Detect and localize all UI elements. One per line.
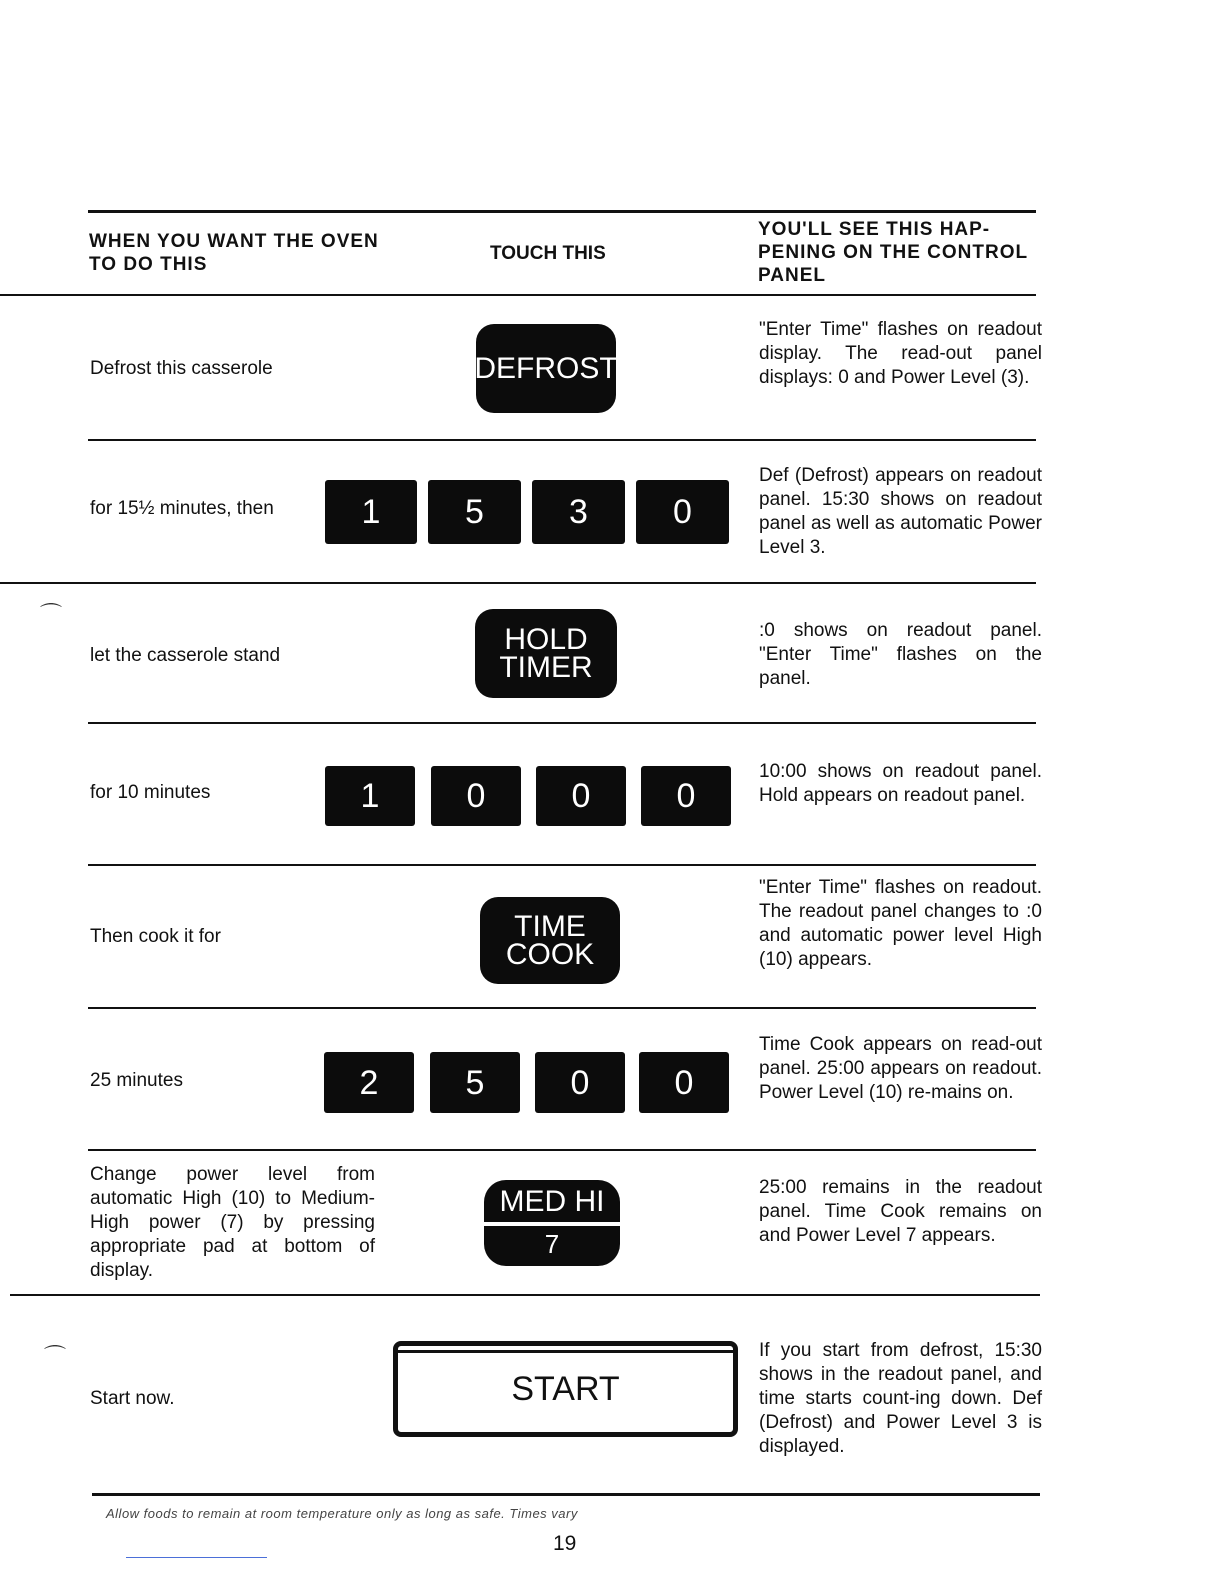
- page-number: 19: [553, 1532, 577, 1555]
- row2-action: for 15½ minutes, then: [90, 498, 274, 519]
- row7-action: Change power level from automatic High (10) to Medium-High power (7) by pressing appropriate pad at bottom of display.: [90, 1164, 375, 1281]
- row6-result: Time Cook appears on read-out panel. 25:00 appears on readout. Power Level (10) re-mains on.: [759, 1034, 1042, 1103]
- row3-action: let the casserole stand: [90, 645, 281, 666]
- row5-result: "Enter Time" flashes on readout. The readout panel changes to :0 and automatic power level High (10) appears.: [759, 877, 1042, 970]
- number-key-0[interactable]: 0: [535, 1052, 625, 1113]
- number-key-5[interactable]: 5: [430, 1052, 520, 1113]
- header-bottom-rule: [0, 294, 1036, 296]
- margin-hole-mark: ⌒: [40, 602, 63, 627]
- number-key-1[interactable]: 1: [325, 766, 415, 826]
- header-col-action: WHEN YOU WANT THE OVEN TO DO THIS: [89, 231, 379, 275]
- row8-action: Start now.: [90, 1388, 175, 1409]
- number-key-0[interactable]: 0: [536, 766, 626, 826]
- hold-timer-label-line2: TIMER: [499, 650, 593, 684]
- row8-result: If you start from defrost, 15:30 shows in the readout panel, and time starts count-ing down. Def (Defrost) and Power Level 3 is displayed.: [759, 1340, 1042, 1457]
- header-col-result: YOU'LL SEE THIS HAP-PENING ON THE CONTROL PANEL: [758, 219, 1028, 286]
- header-top-rule: [88, 210, 1036, 213]
- start-button[interactable]: START: [393, 1341, 738, 1437]
- row4-action: for 10 minutes: [90, 782, 211, 803]
- footnote: Allow foods to remain at room temperature only as long as safe. Times vary: [106, 1506, 578, 1521]
- time-cook-label-line1: TIME: [514, 909, 586, 943]
- row5-action: Then cook it for: [90, 926, 221, 947]
- hold-timer-pad[interactable]: [475, 609, 617, 698]
- med-hi-7-pad[interactable]: [484, 1180, 620, 1266]
- number-key-2[interactable]: 2: [324, 1052, 414, 1113]
- number-key-5[interactable]: 5: [428, 480, 521, 544]
- row6-action: 25 minutes: [90, 1070, 183, 1091]
- med-hi-label: MED HI: [499, 1185, 605, 1218]
- row4-result: 10:00 shows on readout panel. Hold appears on readout panel.: [759, 761, 1042, 806]
- number-key-0[interactable]: 0: [636, 480, 729, 544]
- row1-rule: [88, 439, 1036, 441]
- med-hi-divider: [484, 1222, 620, 1226]
- hold-timer-label-line1: HOLD: [504, 622, 588, 656]
- row5-rule: [88, 1007, 1036, 1009]
- row1-result: "Enter Time" flashes on readout display. The read-out panel displays: 0 and Power Level (3).: [759, 319, 1042, 388]
- row1-action: Defrost this casserole: [90, 358, 273, 379]
- underline-mark: [126, 1557, 267, 1558]
- number-key-0[interactable]: 0: [431, 766, 521, 826]
- row8-rule: [92, 1493, 1040, 1496]
- row2-rule: [0, 582, 1036, 584]
- number-key-0[interactable]: 0: [639, 1052, 729, 1113]
- power-level-7-label: 7: [544, 1229, 560, 1259]
- row7-result: 25:00 remains in the readout panel. Time Cook remains on and Power Level 7 appears.: [759, 1177, 1042, 1246]
- row6-rule: [88, 1149, 1036, 1151]
- row2-result: Def (Defrost) appears on readout panel. 15:30 shows on readout panel as well as automatic Power Level 3.: [759, 465, 1042, 558]
- row3-rule: [88, 722, 1036, 724]
- number-key-0[interactable]: 0: [641, 766, 731, 826]
- number-key-3[interactable]: 3: [532, 480, 625, 544]
- row7-rule: [10, 1294, 1040, 1296]
- header-col-touch: TOUCH THIS: [490, 243, 606, 264]
- row4-rule: [88, 864, 1036, 866]
- margin-hole-mark: ⌒: [44, 1344, 67, 1369]
- time-cook-label-line2: COOK: [505, 937, 595, 971]
- row3-result: :0 shows on readout panel. "Enter Time" flashes on the panel.: [759, 620, 1042, 689]
- time-cook-pad[interactable]: [480, 897, 620, 984]
- number-key-1[interactable]: 1: [325, 480, 417, 544]
- defrost-pad[interactable]: DEFROST: [476, 324, 616, 413]
